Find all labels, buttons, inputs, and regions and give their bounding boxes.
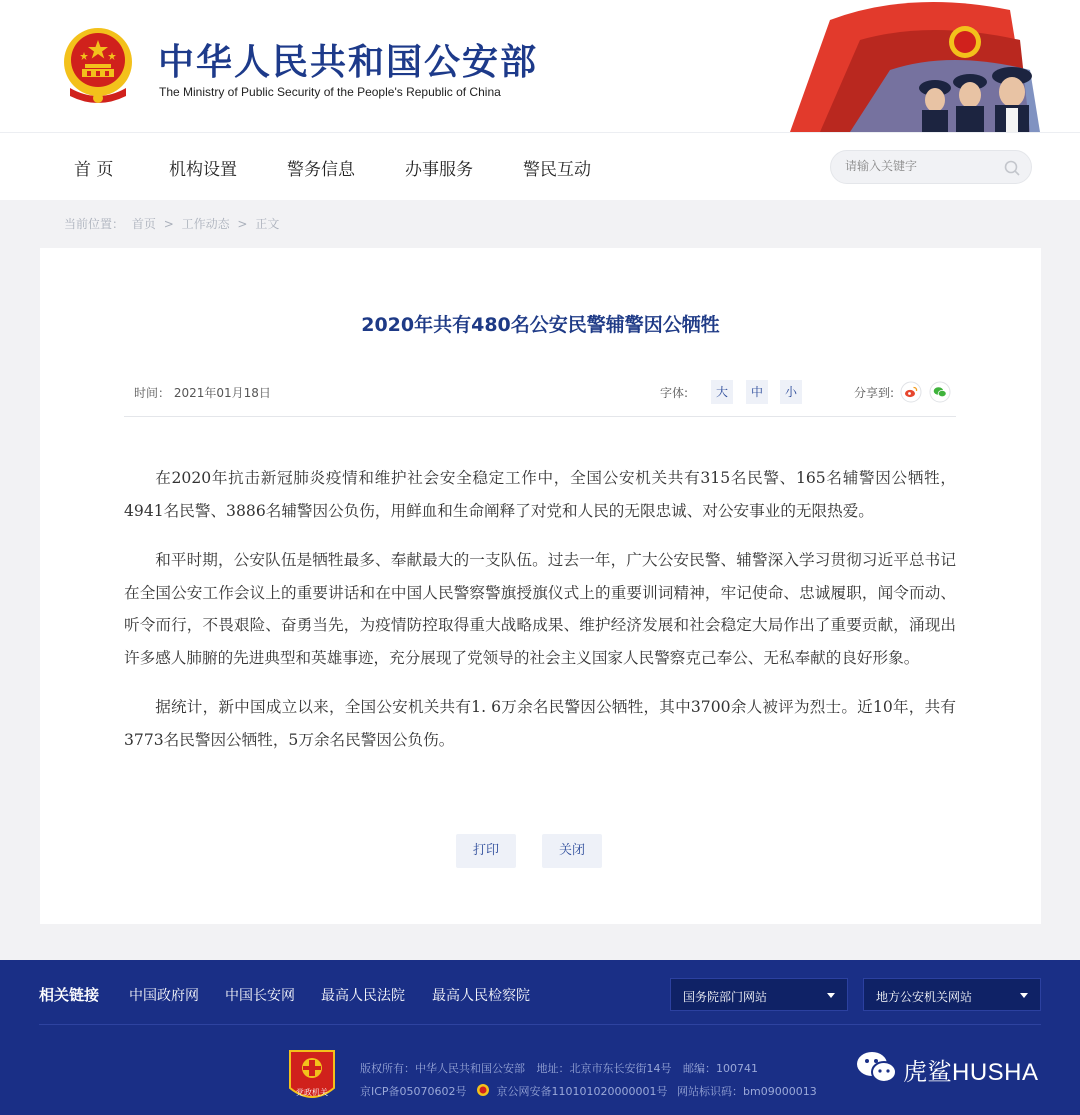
article-time: [134, 384, 271, 401]
address-text: 地址：北京市东长安街14号: [536, 1062, 672, 1075]
font-size-label: 字体:: [660, 386, 689, 400]
search-input[interactable]: [845, 159, 995, 173]
breadcrumb-prefix: 当前位置：: [64, 217, 125, 231]
footer-link-changan[interactable]: 中国长安网: [225, 988, 295, 1004]
icp-link[interactable]: 京ICP备05070602号: [360, 1085, 467, 1098]
breadcrumb-work-news[interactable]: 工作动态: [181, 217, 230, 231]
font-large-button[interactable]: 大: [711, 380, 733, 404]
search-box: [830, 150, 1032, 184]
site-subtitle: The Ministry of Public Security of the People's Republic of China: [159, 85, 501, 99]
party-gov-badge[interactable]: [287, 1048, 337, 1106]
watermark-text: 虎鲨HUSHA: [903, 1059, 1039, 1086]
copyright-text: 版权所有：中华人民共和国公安部: [360, 1062, 525, 1075]
related-links-title: 相关链接: [39, 986, 100, 1004]
local-police-sites-select[interactable]: [863, 978, 1041, 1011]
meta-divider: [124, 416, 956, 417]
party-gov-badge-label: 党政机关: [296, 1088, 328, 1097]
time-label: 时间：: [134, 386, 171, 400]
chevron-down-icon: [827, 993, 835, 998]
breadcrumb-separator: >: [163, 217, 174, 231]
state-council-sites-select[interactable]: [670, 978, 848, 1011]
breadcrumb-current: 正文: [255, 217, 280, 231]
nav-item-police-info[interactable]: 警务信息: [287, 160, 355, 180]
postcode-text: 邮编：100741: [683, 1062, 758, 1075]
footer-link-procuratorate[interactable]: 最高人民检察院: [432, 988, 530, 1004]
site-id-text: 网站标识码：bm09000013: [677, 1085, 817, 1098]
article-body: [124, 462, 956, 773]
copyright-line: [360, 1060, 766, 1076]
nav-item-home[interactable]: 首 页: [74, 160, 114, 180]
nav-item-organization[interactable]: 机构设置: [169, 160, 237, 180]
police-record-link[interactable]: 京公网安备110101020000001号: [496, 1085, 668, 1098]
search-icon[interactable]: [1003, 159, 1021, 177]
share-label: 分享到:: [854, 386, 895, 400]
article-paragraph-1: 在2020年抗击新冠肺炎疫情和维护社会安全稳定工作中，全国公安机关共有315名民警、165名辅警因公牺牲，4941名民警、3886名辅警因公负伤，用鲜血和生命阐释了对党和人民的无限忠诚、对公安事业的无限热爱。: [124, 469, 956, 520]
national-emblem-icon: [60, 26, 136, 106]
wechat-logo-icon: [855, 1049, 899, 1085]
site-footer: [0, 960, 1080, 1115]
local-police-sites-label: 地方公安机关网站: [876, 990, 973, 1004]
font-medium-button[interactable]: 中: [746, 380, 768, 404]
site-title: 中华人民共和国公安部: [158, 42, 539, 83]
breadcrumb-home[interactable]: 首页: [131, 217, 156, 231]
time-value: 2021年01月18日: [173, 386, 271, 400]
close-button[interactable]: 关闭: [542, 834, 602, 868]
article-title: 2020年共有480名公安民警辅警因公牺牲: [361, 314, 720, 336]
police-banner-image: [790, 0, 1080, 132]
state-council-sites-label: 国务院部门网站: [683, 990, 768, 1004]
icp-line: [360, 1083, 823, 1099]
footer-link-gov[interactable]: 中国政府网: [129, 988, 199, 1004]
font-small-button[interactable]: 小: [780, 380, 802, 404]
nav-item-services[interactable]: 办事服务: [405, 160, 473, 180]
footer-link-court[interactable]: 最高人民法院: [321, 988, 405, 1004]
main-nav: [0, 132, 1080, 200]
article-card: [40, 248, 1041, 924]
article-paragraph-2: 和平时期，公安队伍是牺牲最多、奉献最大的一支队伍。过去一年，广大公安民警、辅警深入学习贯彻习近平总书记在全国公安工作会议上的重要讲话和在中国人民警察警旗授旗仪式上的重要训词精神，牢记使命、忠诚履职，闻令而动、听令而行，不畏艰险、奋勇当先，为疫情防控取得重大战略成果、维护经济发展和社会稳定大局作出了重要贡献，涌现出许多感人肺腑的先进典型和英雄事迹，充分展现了党领导的社会主义国家人民警察克己奉公、无私奉献的良好形象。: [124, 551, 956, 667]
site-header: [0, 0, 1080, 132]
police-record-icon: [476, 1083, 490, 1097]
wechat-share-icon[interactable]: [929, 381, 951, 403]
nav-item-interaction[interactable]: 警民互动: [523, 160, 591, 180]
watermark: [855, 1049, 1055, 1089]
article-paragraph-3: 据统计，新中国成立以来，全国公安机关共有1. 6万余名民警因公牺牲，其中3700余人被评为烈士。近10年，共有3773名民警因公牺牲，5万余名民警因公负伤。: [124, 698, 956, 749]
print-button[interactable]: 打印: [456, 834, 516, 868]
footer-divider: [39, 1024, 1041, 1025]
breadcrumb-separator: >: [237, 217, 248, 231]
breadcrumb: [64, 215, 283, 232]
chevron-down-icon: [1020, 993, 1028, 998]
weibo-share-icon[interactable]: [900, 381, 922, 403]
